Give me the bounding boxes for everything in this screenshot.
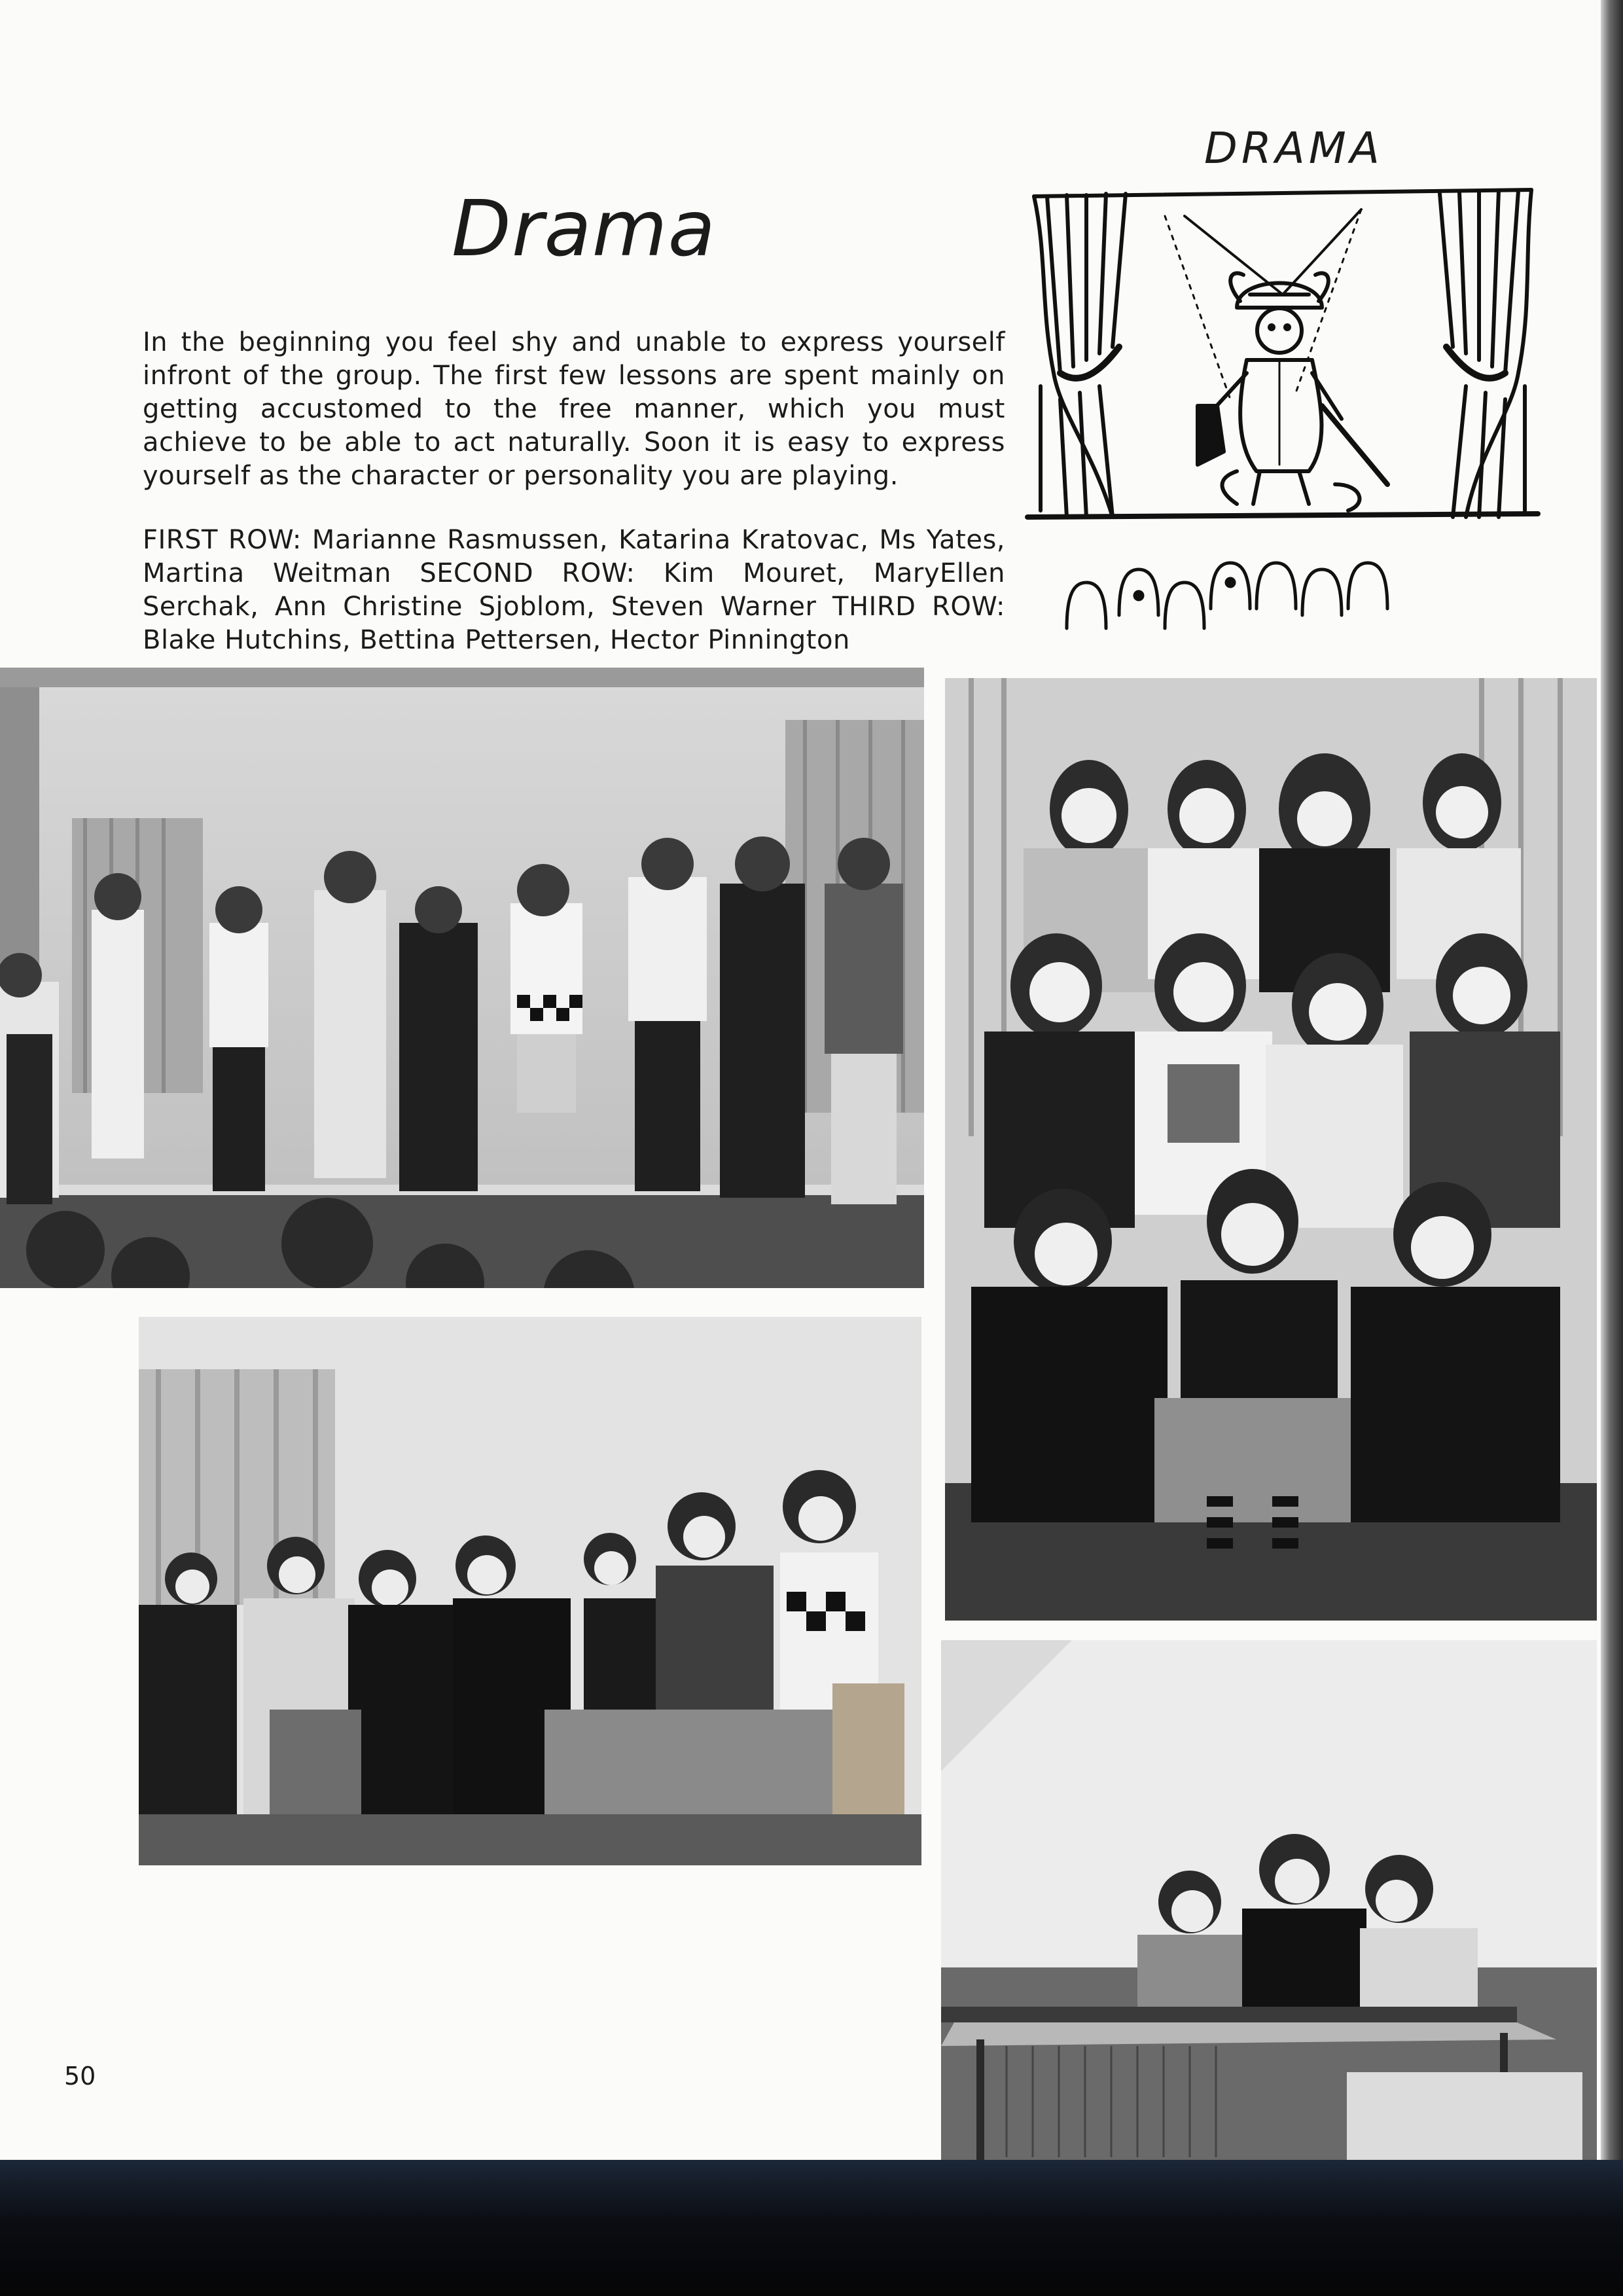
seated-students-photo	[139, 1317, 921, 1865]
page-binding-edge	[1601, 0, 1623, 2296]
page-title: Drama	[452, 183, 716, 274]
seated-students-photo-image	[139, 1317, 921, 1865]
table-scene-photo-image	[941, 1640, 1597, 2160]
roster-caption: FIRST ROW: Marianne Rasmussen, Katarina Kratovac, Ms Yates, Martina Weitman SECOND ROW: Kim Mouret, MaryEllen Serchak, Ann Christine Sjoblom, Steven Warner THIRD ROW: Blake Hutchins, Bettina Pettersen, Hector Pinnington	[143, 525, 1005, 655]
group-photo	[945, 678, 1597, 1621]
table-scene-photo	[941, 1640, 1597, 2160]
intro-paragraph: In the beginning you feel shy and unable to express yourself infront of the group. The first few lessons are spent mainly on getting accustomed to the free manner, which you must achieve to be able to act naturally. Soon it is easy to express yourself as the character or personality you are playing.	[143, 327, 1005, 491]
stage-photo	[0, 668, 924, 1288]
stage-photo-image	[0, 668, 924, 1288]
drawing-label: DRAMA	[1204, 123, 1383, 173]
group-photo-image	[945, 678, 1597, 1621]
theatre-drawing	[1021, 177, 1544, 635]
scan-bottom-edge	[0, 2160, 1623, 2296]
page-number: 50	[64, 2062, 96, 2090]
